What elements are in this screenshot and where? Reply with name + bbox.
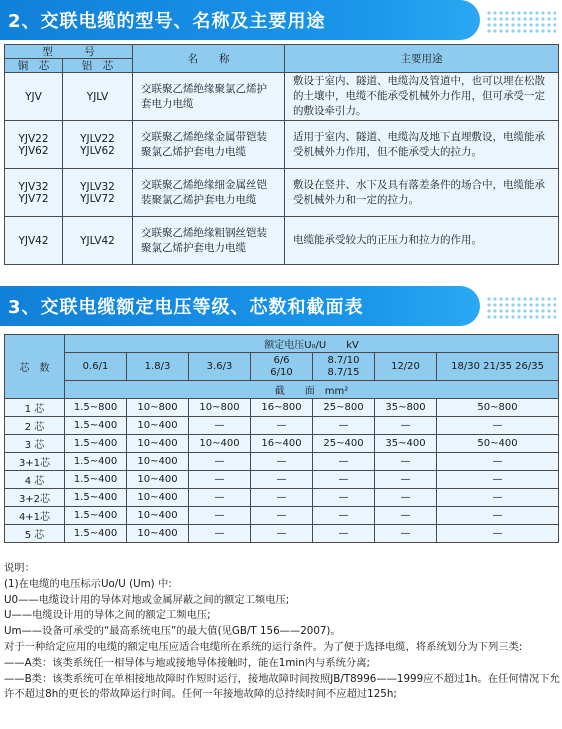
table-row — [5, 489, 559, 507]
aluminum-model-cell: YJLV42 — [63, 217, 133, 265]
section-range-cell: 1.5~400 — [65, 507, 127, 525]
cable-name-cell: 交联聚乙烯绝缘聚氯乙烯护套电力电缆 — [133, 73, 285, 121]
section-range-cell: 10~800 — [127, 399, 189, 417]
section-range-cell: — — [437, 507, 559, 525]
section-range-cell: 1.5~400 — [65, 489, 127, 507]
section-range-cell: — — [189, 417, 251, 435]
copper-model-cell: YJV42 — [5, 217, 63, 265]
cable-name-cell: 交联聚乙烯绝缘细金属丝铠装聚氯乙烯护套电力电缆 — [133, 169, 285, 217]
section-range-cell: 1.5~400 — [65, 471, 127, 489]
section-range-cell: — — [189, 507, 251, 525]
core-count-cell: 1 芯 — [5, 399, 65, 417]
table-row — [5, 217, 559, 265]
voltage-class-header: 3.6/3 — [189, 353, 251, 381]
section-range-cell: — — [375, 453, 437, 471]
note-line: Um——设备可承受的“最高系统电压”的最大值(见GB/T 156——2007)。 — [4, 625, 341, 638]
section-range-cell: — — [313, 471, 375, 489]
aluminum-model-cell: YJLV22 YJLV62 — [63, 121, 133, 169]
section-range-cell: 10~400 — [127, 453, 189, 471]
section-range-cell: 10~400 — [189, 435, 251, 453]
section-range-cell: 16~800 — [251, 399, 313, 417]
section-3-title: 3、交联电缆额定电压等级、芯数和截面表 — [8, 297, 364, 318]
name-header: 名 称 — [133, 45, 285, 73]
note-line: U0——电缆设计用的导体对地或金属屏蔽之间的额定工频电压; — [4, 593, 290, 606]
aluminum-core-header: 铝 芯 — [63, 59, 133, 73]
section-range-cell: — — [437, 489, 559, 507]
section-range-cell: 1.5~400 — [65, 435, 127, 453]
cores-header: 芯 数 — [5, 335, 65, 399]
section-range-cell: 10~400 — [127, 417, 189, 435]
notes-block — [4, 561, 560, 703]
dot-pattern-decoration — [486, 296, 556, 320]
section-range-cell: 10~400 — [127, 489, 189, 507]
section-range-cell: — — [375, 417, 437, 435]
cable-name-cell: 交联聚乙烯绝缘金属带铠装聚氯乙烯护套电力电缆 — [133, 121, 285, 169]
section-2-title: 2、交联电缆的型号、名称及主要用途 — [8, 11, 326, 32]
core-count-cell: 3 芯 — [5, 435, 65, 453]
usage-cell: 敷设在竖井、水下及具有落差条件的场合中，电缆能承受机械外力和一定的拉力。 — [285, 169, 559, 217]
dot-pattern-decoration — [486, 10, 556, 34]
voltage-header: 额定电压U₀/U kV — [65, 335, 559, 353]
section-range-cell: 50~800 — [437, 399, 559, 417]
section-area-header: 截 面 mm² — [65, 381, 559, 399]
section-range-cell: 35~400 — [375, 435, 437, 453]
section-range-cell: — — [375, 507, 437, 525]
table-row — [5, 399, 559, 417]
voltage-section-table — [4, 334, 559, 543]
table-row — [5, 121, 559, 169]
core-count-cell: 4+1芯 — [5, 507, 65, 525]
copper-model-cell: YJV — [5, 73, 63, 121]
table-row — [5, 435, 559, 453]
model-header: 型 号 — [5, 45, 133, 59]
core-count-cell: 2 芯 — [5, 417, 65, 435]
table-row — [5, 73, 559, 121]
voltage-class-header: 1.8/3 — [127, 353, 189, 381]
section-range-cell: — — [313, 453, 375, 471]
note-line: U——电缆设计用的导体之间的额定工频电压; — [4, 609, 211, 622]
section-range-cell: — — [251, 453, 313, 471]
core-count-cell: 4 芯 — [5, 471, 65, 489]
section-range-cell: — — [375, 489, 437, 507]
section-range-cell: — — [437, 417, 559, 435]
section-range-cell: 1.5~400 — [65, 453, 127, 471]
table-row — [5, 507, 559, 525]
section-range-cell: — — [189, 453, 251, 471]
table-row — [5, 471, 559, 489]
section-range-cell: — — [189, 471, 251, 489]
table-row — [5, 169, 559, 217]
usage-cell: 电缆能承受较大的正压力和拉力的作用。 — [285, 217, 559, 265]
section-range-cell: 25~800 — [313, 399, 375, 417]
section-range-cell: — — [251, 507, 313, 525]
voltage-class-header: 0.6/1 — [65, 353, 127, 381]
core-count-cell: 3+1芯 — [5, 453, 65, 471]
section-range-cell: — — [251, 489, 313, 507]
table-row — [5, 453, 559, 471]
copper-model-cell: YJV22 YJV62 — [5, 121, 63, 169]
section-range-cell: 10~800 — [189, 399, 251, 417]
section-range-cell: — — [437, 453, 559, 471]
section-range-cell: — — [375, 471, 437, 489]
section-range-cell: — — [313, 525, 375, 543]
section-range-cell: 25~400 — [313, 435, 375, 453]
section-range-cell: — — [313, 507, 375, 525]
use-header: 主要用途 — [285, 45, 559, 73]
aluminum-model-cell: YJLV32 YJLV72 — [63, 169, 133, 217]
note-line: ——B类：该类系统可在单相接地故障时作短时运行，接地故障时间按照JB/T8996——1999应不超过1h。在任何情况下允许不超过8h的更长的带故障运行时间。任何一年接地故障的总持续时间不应超过125h; — [4, 672, 560, 701]
core-count-cell: 3+2芯 — [5, 489, 65, 507]
section-range-cell: 10~400 — [127, 435, 189, 453]
cable-name-cell: 交联聚乙烯绝缘粗钢丝铠装聚氯乙烯护套电力电缆 — [133, 217, 285, 265]
voltage-class-header: 8.7/10 8.7/15 — [313, 353, 375, 381]
usage-cell: 敷设于室内、隧道、电缆沟及管道中，也可以埋在松散的土壤中，电缆不能承受机械外力作用，但可承受一定的敷设牵引力。 — [285, 73, 559, 121]
section-range-cell: 10~400 — [127, 525, 189, 543]
section-range-cell: — — [251, 471, 313, 489]
voltage-class-header: 18/30 21/35 26/35 — [437, 353, 559, 381]
section-range-cell: 1.5~400 — [65, 525, 127, 543]
core-count-cell: 5 芯 — [5, 525, 65, 543]
section-2-banner — [0, 0, 562, 40]
section-range-cell: — — [251, 525, 313, 543]
section-range-cell: 16~400 — [251, 435, 313, 453]
section-range-cell: — — [251, 417, 313, 435]
section-range-cell: 1.5~400 — [65, 417, 127, 435]
section-range-cell: 10~400 — [127, 471, 189, 489]
section-range-cell: — — [313, 489, 375, 507]
voltage-class-header: 12/20 — [375, 353, 437, 381]
table-row — [5, 525, 559, 543]
section-range-cell: 1.5~800 — [65, 399, 127, 417]
usage-cell: 适用于室内、隧道、电缆沟及地下直埋敷设，电缆能承受机械外力作用，但不能承受大的拉力。 — [285, 121, 559, 169]
note-line: 对于一种给定应用的电缆的额定电压应适合电缆所在系统的运行条件。为了便于选择电缆，将系统划分为下列三类: — [4, 640, 523, 653]
note-line: 说明： — [4, 562, 35, 574]
section-range-cell: 50~400 — [437, 435, 559, 453]
section-3-banner — [0, 286, 562, 326]
section-range-cell: 10~400 — [127, 507, 189, 525]
note-line: (1)在电缆的电压标示Uo/U (Um) 中: — [4, 577, 172, 590]
section-range-cell: — — [437, 471, 559, 489]
cable-model-table — [4, 44, 559, 265]
section-range-cell: — — [189, 525, 251, 543]
note-line: ——A类：该类系统任一相导体与地或接地导体接触时，能在1min内与系统分离; — [4, 656, 370, 669]
voltage-class-header: 6/6 6/10 — [251, 353, 313, 381]
section-range-cell: — — [313, 417, 375, 435]
copper-model-cell: YJV32 YJV72 — [5, 169, 63, 217]
section-range-cell: — — [375, 525, 437, 543]
section-range-cell: 35~800 — [375, 399, 437, 417]
section-range-cell: — — [437, 525, 559, 543]
aluminum-model-cell: YJLV — [63, 73, 133, 121]
table-row — [5, 417, 559, 435]
copper-core-header: 铜 芯 — [5, 59, 63, 73]
section-range-cell: — — [189, 489, 251, 507]
